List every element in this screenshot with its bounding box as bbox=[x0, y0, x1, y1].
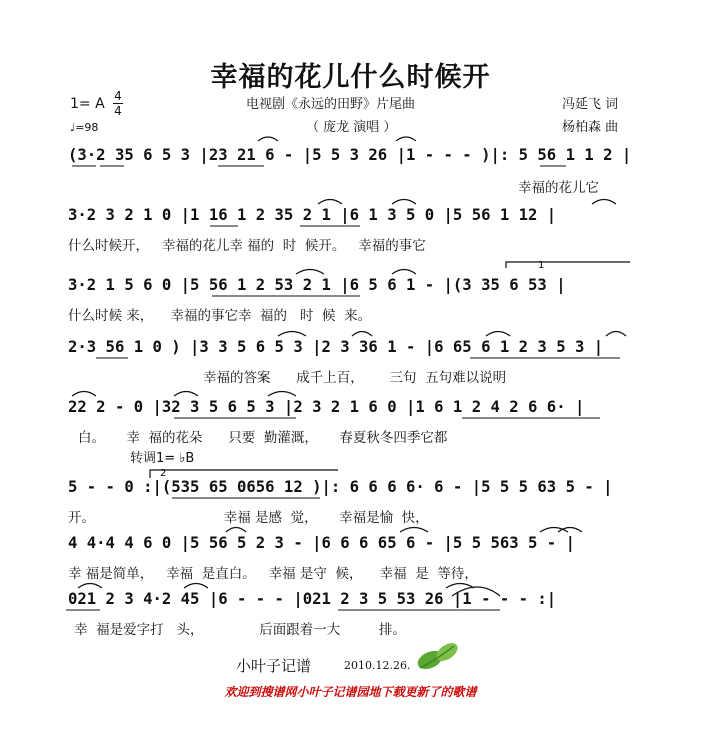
slur-mark bbox=[184, 584, 208, 589]
lyrics-row-8: 幸 福是爱字打 头， 后面跟着一大 排。 bbox=[74, 622, 406, 638]
slur-mark bbox=[392, 270, 416, 275]
slur-mark bbox=[400, 528, 428, 533]
slur-mark bbox=[78, 584, 102, 589]
quarter-note-icon: ♩ bbox=[70, 121, 76, 134]
slur-mark bbox=[72, 392, 96, 397]
lyrics-row-3: 什么时候 来， 幸福的事它幸 福的 时 候 来。 bbox=[68, 308, 372, 324]
slur-mark bbox=[268, 392, 296, 397]
tempo-marking bbox=[70, 121, 98, 134]
singer-credit: （ 庞龙 演唱 ） bbox=[306, 120, 397, 135]
slur-mark bbox=[226, 528, 246, 533]
volta-bracket-2 bbox=[150, 470, 338, 478]
time-signature-top: 4 bbox=[114, 89, 122, 103]
score-row-6 bbox=[0, 478, 701, 526]
volta-bracket-1 bbox=[506, 262, 630, 268]
notes-row-1: (3·2 35 6 5 3 |23 21 6 - |5 5 3 26 |1 - - - )|: 5 56 1 1 2 | bbox=[68, 146, 632, 164]
slur-mark bbox=[396, 137, 416, 141]
leaf-icon bbox=[414, 638, 464, 674]
lyricist-credit: 冯延飞 词 bbox=[562, 97, 619, 112]
score-row-1 bbox=[0, 146, 701, 196]
composer-credit: 杨柏森 曲 bbox=[562, 120, 619, 135]
key-signature: 1= A bbox=[70, 96, 105, 112]
footer-note: 欢迎到搜谱网小叶子记谱园地下载更新了的歌谱 bbox=[224, 685, 477, 699]
slur-mark bbox=[352, 332, 372, 337]
lyrics-row-2: 什么时候开， 幸福的花儿幸 福的 时 候开。 幸福的事它 bbox=[68, 238, 426, 254]
time-signature-bottom: 4 bbox=[114, 104, 122, 118]
lyrics-row-5: 白。 幸 福的花朵 只要 勤灌溉， 春夏秋冬四季它都 bbox=[78, 430, 448, 446]
slur-mark bbox=[486, 332, 510, 337]
score-row-5 bbox=[0, 398, 701, 446]
slur-mark bbox=[558, 528, 582, 533]
slur-mark bbox=[540, 528, 568, 533]
transcriber-signature: 小叶子记谱 bbox=[236, 657, 312, 675]
slur-mark bbox=[278, 332, 306, 337]
song-title: 幸福的花儿什么时候开 bbox=[210, 62, 491, 93]
notes-row-6: 5 - - 0 :|(535 65 0656 12 )|: 6 6 6 6· 6 - |5 5 5 63 5 - | bbox=[68, 478, 613, 496]
score-row-3 bbox=[0, 276, 701, 324]
lyrics-row-1: 幸福的花儿它 bbox=[518, 180, 599, 196]
notes-row-3: 3·2 1 5 6 0 |5 56 1 2 53 2 1 |6 5 6 1 - |(3 35 6 53 | bbox=[68, 276, 566, 294]
notes-row-2: 3·2 3 2 1 0 |1 16 1 2 35 2 1 |6 1 3 5 0 |5 56 1 12 | bbox=[68, 206, 557, 224]
modulation-marking: 转调1= ♭B bbox=[130, 451, 195, 466]
notes-row-5: 22 2 - 0 |32 3 5 6 5 3 |2 3 2 1 6 0 |1 6 1 2 4 2 6 6· | bbox=[68, 398, 585, 416]
slur-mark bbox=[592, 200, 616, 205]
slur-mark bbox=[174, 392, 198, 397]
volta-number-2: 2 bbox=[160, 468, 167, 479]
slur-mark bbox=[258, 137, 278, 141]
transcription-date: 2010.12.26. bbox=[344, 659, 411, 672]
notes-row-4: 2·3 56 1 0 ) |3 3 5 6 5 3 |2 3 36 1 - |6 65 6 1 2 3 5 3 | bbox=[68, 338, 604, 356]
lyrics-row-6: 开。 幸福 是感 觉， 幸福是愉 快， bbox=[68, 510, 429, 526]
score-row-7 bbox=[0, 534, 701, 582]
volta-number-1: 1 bbox=[538, 260, 545, 271]
time-signature bbox=[113, 90, 123, 117]
slur-mark bbox=[392, 200, 416, 205]
lyrics-row-7: 幸 福是简单， 幸福 是直白。 幸福 是守 候， 幸福 是 等待， bbox=[68, 566, 478, 582]
slur-mark bbox=[446, 584, 474, 589]
slur-mark bbox=[606, 332, 626, 337]
score-row-2 bbox=[0, 206, 701, 254]
lyrics-row-4: 幸福的答案 成千上百， 三句 五句难以说明 bbox=[203, 370, 507, 386]
score-row-8 bbox=[0, 590, 701, 638]
notes-row-7: 4 4·4 4 6 0 |5 56 5 2 3 - |6 6 6 65 6 - |5 5 563 5 - | bbox=[68, 534, 575, 552]
song-subtitle: 电视剧《永远的田野》片尾曲 bbox=[246, 97, 416, 112]
tempo-value: =98 bbox=[75, 121, 99, 134]
notes-row-8: 021 2 3 4·2 45 |6 - - - |021 2 3 5 53 26 |1 - - - :| bbox=[68, 590, 557, 608]
slur-mark bbox=[318, 200, 342, 205]
slur-mark bbox=[296, 270, 324, 275]
score-row-4 bbox=[0, 338, 701, 386]
